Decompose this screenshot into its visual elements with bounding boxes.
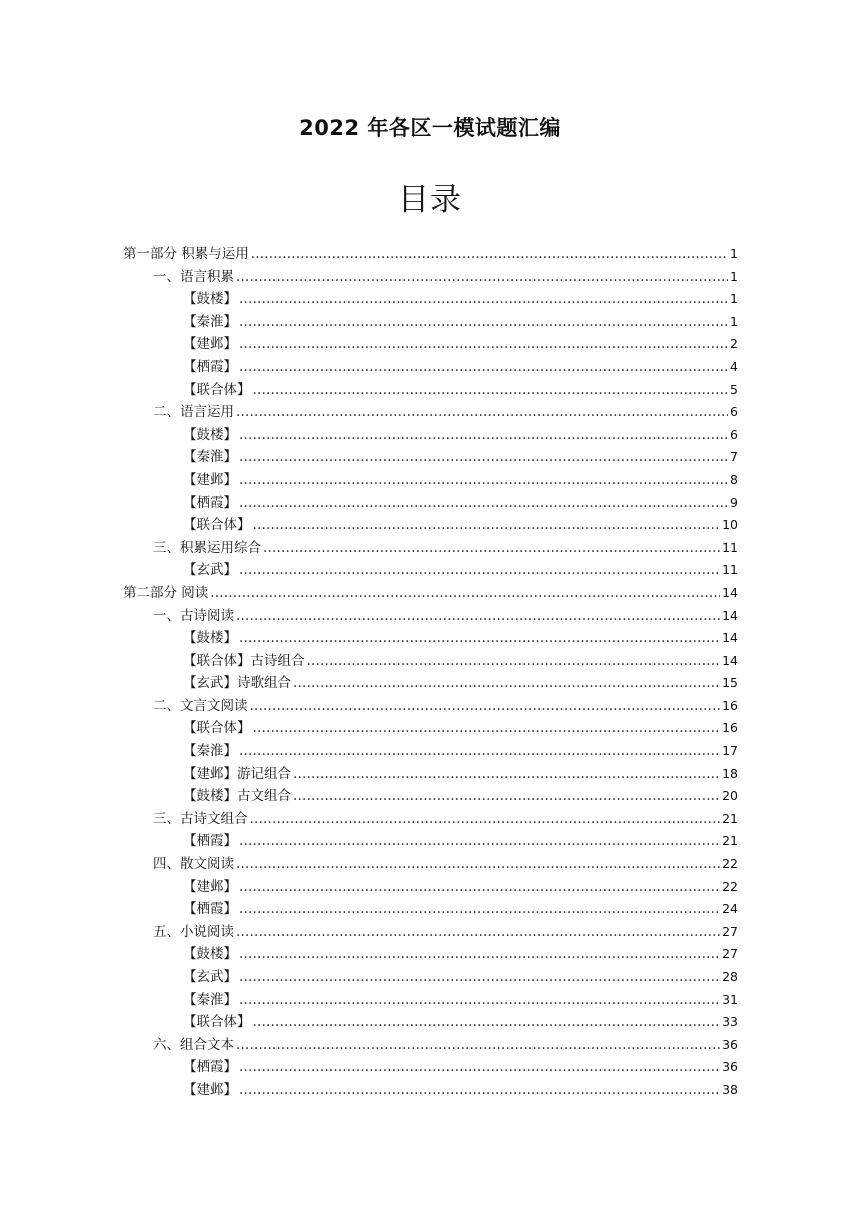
- dot-leader: [239, 740, 720, 763]
- toc-entry[interactable]: [123, 1079, 738, 1102]
- dot-leader: [236, 266, 728, 289]
- toc-entry[interactable]: [123, 989, 738, 1012]
- toc-entry-page: 4: [730, 358, 738, 374]
- dot-leader: [293, 785, 720, 808]
- toc-entry-label: 五、小说阅读: [153, 923, 234, 940]
- dot-leader: [293, 672, 720, 695]
- toc-entry-page: 24: [722, 901, 738, 917]
- toc-entry-page: 14: [722, 652, 738, 668]
- toc-entry-label: 【栖霞】: [183, 1059, 237, 1076]
- toc-entry-page: 6: [730, 426, 738, 442]
- toc-entry[interactable]: [123, 853, 738, 876]
- toc-entry-page: 38: [722, 1081, 738, 1097]
- toc-entry[interactable]: [123, 288, 738, 311]
- toc-entry-page: 9: [730, 494, 738, 510]
- toc-entry[interactable]: [123, 605, 738, 628]
- dot-leader: [239, 333, 728, 356]
- toc-entry[interactable]: [123, 627, 738, 650]
- toc-entry[interactable]: [123, 311, 738, 334]
- toc-entry[interactable]: [123, 740, 738, 763]
- dot-leader: [239, 966, 720, 989]
- toc-entry-page: 28: [722, 969, 738, 984]
- toc-entry-label: 六、组合文本: [153, 1036, 234, 1053]
- toc-entry-page: 16: [722, 697, 738, 713]
- toc-entry[interactable]: [123, 1011, 738, 1034]
- toc-entry[interactable]: [123, 876, 738, 899]
- toc-entry-label: 【栖霞】: [183, 901, 237, 918]
- dot-leader: [239, 989, 720, 1012]
- dot-leader: [251, 243, 728, 266]
- toc-entry-label: 第二部分 阅读: [123, 584, 209, 601]
- toc-entry-label: 【联合体】: [183, 381, 251, 398]
- toc-entry[interactable]: [123, 650, 738, 673]
- toc-entry-page: 22: [722, 878, 738, 894]
- dot-leader: [239, 1079, 720, 1102]
- toc-entry[interactable]: [123, 898, 738, 921]
- toc-entry-page: 27: [722, 923, 738, 939]
- toc-entry-page: 11: [722, 539, 738, 555]
- toc-entry-page: 14: [722, 607, 738, 623]
- toc-entry-page: 8: [730, 471, 738, 487]
- toc-entry-label: 【建邺】: [183, 471, 237, 488]
- toc-entry-page: 33: [722, 1014, 738, 1030]
- toc-entry[interactable]: [123, 808, 738, 831]
- dot-leader: [239, 424, 728, 447]
- toc-entry-label: 【建邺】: [183, 1081, 237, 1098]
- toc-entry[interactable]: [123, 333, 738, 356]
- toc-entry[interactable]: [123, 717, 738, 740]
- toc-entry[interactable]: [123, 921, 738, 944]
- toc-entry-page: 1: [730, 268, 738, 284]
- toc-entry-label: 【联合体】: [183, 1014, 251, 1031]
- dot-leader: [263, 537, 720, 560]
- toc-entry-label: 【秦淮】: [183, 313, 237, 330]
- toc-entry-page: 36: [722, 1036, 738, 1052]
- toc-entry[interactable]: [123, 492, 738, 515]
- toc-entry-label: 【联合体】古诗组合: [183, 652, 305, 669]
- toc-entry[interactable]: [123, 243, 738, 266]
- toc-entry[interactable]: [123, 356, 738, 379]
- dot-leader: [236, 921, 720, 944]
- toc-entry-page: 14: [722, 584, 738, 600]
- toc-entry-label: 【鼓楼】: [183, 426, 237, 443]
- toc-entry-page: 10: [722, 517, 738, 533]
- toc-entry[interactable]: [123, 830, 738, 853]
- toc-entry-label: 【联合体】: [183, 720, 251, 737]
- dot-leader: [236, 1034, 720, 1057]
- toc-entry[interactable]: [123, 514, 738, 537]
- toc-entry-page: 7: [730, 449, 738, 465]
- toc-entry[interactable]: [123, 266, 738, 289]
- toc-entry-label: 【秦淮】: [183, 991, 237, 1008]
- toc-entry-page: 11: [722, 562, 738, 578]
- dot-leader: [253, 1011, 721, 1034]
- toc-entry-label: 【鼓楼】: [183, 291, 237, 308]
- toc-entry-label: 【秦淮】: [183, 449, 237, 466]
- dot-leader: [239, 876, 720, 899]
- toc-entry[interactable]: [123, 695, 738, 718]
- toc-entry-label: 【建邺】: [183, 878, 237, 895]
- toc-entry[interactable]: [123, 401, 738, 424]
- toc-entry-label: 二、文言文阅读: [153, 697, 248, 714]
- dot-leader: [307, 650, 721, 673]
- toc-entry-page: 21: [722, 810, 738, 826]
- toc-entry-label: 三、积累运用综合: [153, 539, 261, 556]
- toc-entry[interactable]: [123, 446, 738, 469]
- toc-entry-label: 【栖霞】: [183, 358, 237, 375]
- toc-entry-page: 22: [722, 856, 738, 872]
- dot-leader: [236, 605, 720, 628]
- toc-entry[interactable]: [123, 537, 738, 560]
- toc-entry[interactable]: [123, 672, 738, 695]
- toc-entry[interactable]: [123, 966, 738, 989]
- toc-entry-label: 二、语言运用: [153, 404, 234, 421]
- toc-entry-label: 【鼓楼】古文组合: [183, 788, 291, 805]
- toc-entry-page: 31: [722, 991, 738, 1007]
- toc-entry[interactable]: [123, 379, 738, 402]
- toc-entry-label: 【栖霞】: [183, 833, 237, 850]
- toc-entry[interactable]: [123, 1034, 738, 1057]
- toc-entry-label: 【玄武】诗歌组合: [183, 675, 291, 692]
- dot-leader: [250, 808, 721, 831]
- toc-entry[interactable]: [123, 469, 738, 492]
- toc-entry-page: 21: [722, 833, 738, 849]
- toc-entry-label: 一、古诗阅读: [153, 607, 234, 624]
- toc-entry[interactable]: [123, 424, 738, 447]
- toc-entry-label: 【栖霞】: [183, 494, 237, 511]
- dot-leader: [253, 717, 721, 740]
- toc-entry-label: 【秦淮】: [183, 743, 237, 760]
- dot-leader: [250, 695, 721, 718]
- toc-entry-label: 【建邺】: [183, 336, 237, 353]
- toc-entry-label: 【玄武】: [183, 562, 237, 579]
- toc-entry-label: 一、语言积累: [153, 268, 234, 285]
- toc-heading: 目录: [398, 182, 462, 218]
- dot-leader: [236, 401, 728, 424]
- dot-leader: [239, 1056, 720, 1079]
- toc-entry[interactable]: [123, 763, 738, 786]
- toc-entry-label: 三、古诗文组合: [153, 810, 248, 827]
- toc-entry-page: 16: [722, 720, 738, 736]
- dot-leader: [239, 559, 720, 582]
- toc-entry-page: 18: [722, 765, 738, 781]
- dot-leader: [293, 763, 720, 786]
- dot-leader: [239, 288, 728, 311]
- dot-leader: [239, 943, 720, 966]
- toc-entry-label: 【联合体】: [183, 517, 251, 534]
- toc-entry-page: 5: [730, 381, 738, 397]
- dot-leader: [239, 446, 728, 469]
- toc-entry-page: 1: [730, 291, 738, 307]
- toc-entry-page: 2: [730, 336, 738, 352]
- dot-leader: [239, 356, 728, 379]
- toc-entry-page: 20: [722, 788, 738, 804]
- dot-leader: [239, 492, 728, 515]
- toc-entry[interactable]: [123, 785, 738, 808]
- toc-entry-page: 27: [722, 946, 738, 962]
- toc-entry-label: 四、散文阅读: [153, 856, 234, 873]
- toc-entry-page: 14: [722, 630, 738, 646]
- table-of-contents: [123, 243, 738, 1102]
- toc-entry-label: 【玄武】: [183, 969, 237, 985]
- dot-leader: [239, 830, 720, 853]
- toc-entry-page: 36: [722, 1059, 738, 1075]
- toc-entry-page: 6: [730, 404, 738, 420]
- toc-entry[interactable]: [123, 1056, 738, 1079]
- toc-entry-page: 15: [722, 675, 738, 691]
- toc-entry[interactable]: [123, 943, 738, 966]
- dot-leader: [239, 311, 728, 334]
- toc-entry-label: 【鼓楼】: [183, 630, 237, 647]
- toc-entry-label: 【鼓楼】: [183, 946, 237, 963]
- toc-entry-page: 17: [722, 743, 738, 759]
- toc-entry[interactable]: [123, 582, 738, 605]
- dot-leader: [236, 853, 720, 876]
- toc-entry-page: 1: [730, 313, 738, 329]
- toc-entry-label: 第一部分 积累与运用: [123, 246, 249, 262]
- toc-entry-page: 1: [730, 246, 738, 261]
- dot-leader: [253, 514, 721, 537]
- dot-leader: [239, 627, 720, 650]
- dot-leader: [239, 898, 720, 921]
- toc-entry[interactable]: [123, 559, 738, 582]
- document-title: 2022 年各区一模试题汇编: [299, 116, 561, 140]
- dot-leader: [239, 469, 728, 492]
- dot-leader: [210, 582, 720, 605]
- toc-entry-label: 【建邺】游记组合: [183, 765, 291, 782]
- dot-leader: [253, 379, 729, 402]
